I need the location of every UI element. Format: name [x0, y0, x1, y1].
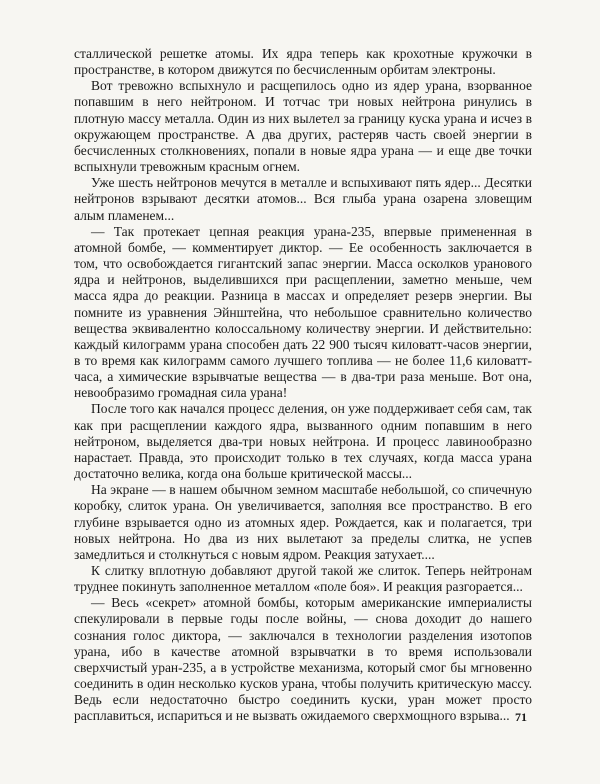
page-number: 71	[515, 710, 527, 724]
paragraph: Вот тревожно вспыхнуло и расщепилось одно из ядер урана, взорванное попавшим в него нейтроном. И тотчас три новых нейтрона ринулись в плотную массу металла. Один из них вылетел за границу куска урана и исчез в окружающем пространстве. А два других, растеряв часть своей энергии в бесчисленных столкновениях, попали в новые ядра урана — и еще две точки вспыхнули тревожным красным огнем.	[74, 78, 532, 175]
paragraph: — Так протекает цепная реакция урана-235, впервые примененная в атомной бомбе, — комментирует диктор. — Ее особенность заключается в том, что освобождается гигантский запас энергии. Масса осколков уранового ядра и нейтронов, выделившихся при расщеплении, заметно меньше, чем масса ядра до реакции. Разница в массах и определяет резерв энергии. Вы помните из уравнения Эйнштейна, что небольшое сравнительно количество вещества эквивалентно колоссальному количеству энергии. И действительно: каждый килограмм урана способен дать 22 900 тысяч киловатт-часов энергии, в то время как килограмм самого лучшего топлива — не более 11,6 киловатт-часа, а химические взрывчатые вещества — в два-три раза меньше. Вот она, невообразимо громадная сила урана!	[74, 223, 532, 401]
page-text	[74, 46, 532, 725]
paragraph: Уже шесть нейтронов мечутся в металле и вспыхивают пять ядер... Десятки нейтронов взрывают десятки атомов... Вся глыба урана озарена зловещим алым пламенем...	[74, 175, 532, 223]
paragraph: На экране — в нашем обычном земном масштабе небольшой, со спичечную коробку, слиток урана. Он увеличивается, заполняя все пространство. В его глубине взрывается одно из атомных ядер. Рождается, как и полагается, три новых нейтрона. Но два из них вылетают за пределы слитка, не успев замедлиться и столкнуться с новым ядром. Реакция затухает....	[74, 482, 532, 562]
paragraph: — Весь «секрет» атомной бомбы, которым американские империалисты спекулировали в первые годы после войны, — снова доходит до нашего сознания голос диктора, — заключался в технологии разделения изотопов урана, ибо в качестве атомной взрывчатки в то время использовали сверхчистый уран-235, а в устройстве механизма, который смог бы мгновенно соединить в один несколько кусков урана, чтобы получить критическую массу. Ведь если недостаточно быстро соединить куски, уран может просто расплавиться, испариться и не вызвать ожидаемого сверхмощного взрыва...	[74, 595, 532, 724]
paragraph-continued: сталлической решетке атомы. Их ядра теперь как крохотные кружочки в пространстве, в котором движутся по бесчисленным орбитам электроны.	[74, 46, 532, 78]
paragraph: К слитку вплотную добавляют другой такой же слиток. Теперь нейтронам труднее покинуть заполненное металлом «поле боя». И реакция разгорается...	[74, 563, 532, 595]
paragraph: После того как начался процесс деления, он уже поддерживает себя сам, так как при расщеплении каждого ядра, вызванного одним попавшим в него нейтроном, выделяется два-три новых нейтрона. И процесс лавинообразно нарастает. Правда, это происходит только в тех случаях, когда масса урана достаточно велика, когда она больше критической массы...	[74, 401, 532, 482]
